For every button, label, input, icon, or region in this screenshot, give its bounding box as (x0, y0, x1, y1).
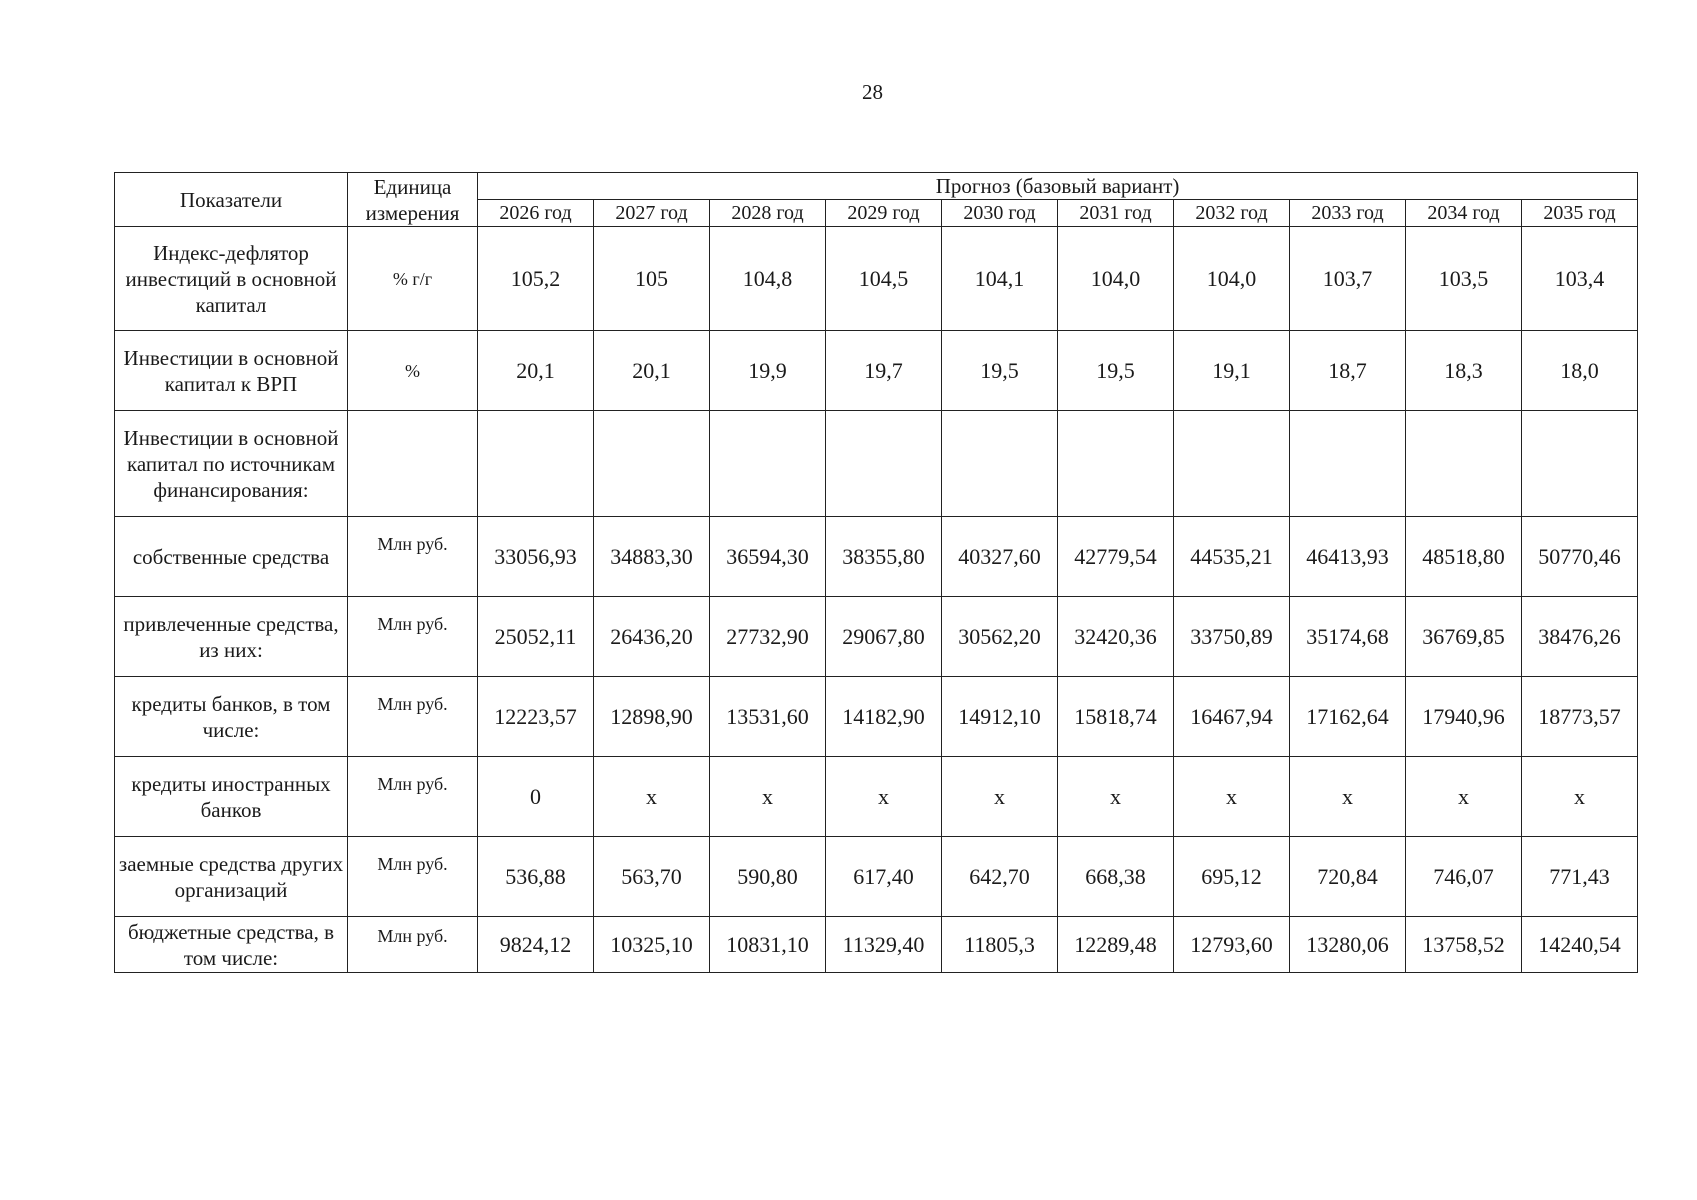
header-year: 2035 год (1522, 200, 1638, 227)
value-cell: 18,0 (1522, 331, 1638, 411)
row-label: заемные средства других организаций (115, 837, 348, 917)
table-row (115, 331, 1638, 411)
value-cell: х (826, 757, 942, 837)
value-cell: 668,38 (1058, 837, 1174, 917)
header-year: 2032 год (1174, 200, 1290, 227)
value-cell: х (1174, 757, 1290, 837)
value-cell (1290, 411, 1406, 517)
value-cell (478, 411, 594, 517)
header-year: 2034 год (1406, 200, 1522, 227)
value-cell (1406, 411, 1522, 517)
header-year: 2028 год (710, 200, 826, 227)
row-unit: % г/г (348, 227, 478, 331)
value-cell: 104,8 (710, 227, 826, 331)
header-year: 2029 год (826, 200, 942, 227)
value-cell (594, 411, 710, 517)
value-cell: 13531,60 (710, 677, 826, 757)
value-cell (1522, 411, 1638, 517)
value-cell: 19,7 (826, 331, 942, 411)
value-cell: 12793,60 (1174, 917, 1290, 973)
value-cell (1174, 411, 1290, 517)
row-label: Индекс-дефлятор инвестиций в основной капитал (115, 227, 348, 331)
value-cell: 20,1 (478, 331, 594, 411)
value-cell: 746,07 (1406, 837, 1522, 917)
row-unit: Млн руб. (348, 917, 478, 973)
value-cell (1058, 411, 1174, 517)
value-cell (826, 411, 942, 517)
value-cell (710, 411, 826, 517)
value-cell: 32420,36 (1058, 597, 1174, 677)
row-unit: Млн руб. (348, 757, 478, 837)
value-cell: х (594, 757, 710, 837)
value-cell: 105 (594, 227, 710, 331)
value-cell: 18773,57 (1522, 677, 1638, 757)
value-cell: 104,1 (942, 227, 1058, 331)
value-cell: 19,1 (1174, 331, 1290, 411)
row-unit: Млн руб. (348, 597, 478, 677)
value-cell: 44535,21 (1174, 517, 1290, 597)
value-cell: 12289,48 (1058, 917, 1174, 973)
header-forecast-group: Прогноз (базовый вариант) (478, 173, 1638, 200)
value-cell: 11329,40 (826, 917, 942, 973)
value-cell: 11805,3 (942, 917, 1058, 973)
value-cell: 590,80 (710, 837, 826, 917)
value-cell: 14182,90 (826, 677, 942, 757)
header-year: 2031 год (1058, 200, 1174, 227)
row-unit: Млн руб. (348, 677, 478, 757)
value-cell: 19,9 (710, 331, 826, 411)
header-year: 2030 год (942, 200, 1058, 227)
row-label: Инвестиции в основной капитал по источникам финансирования: (115, 411, 348, 517)
value-cell: 13758,52 (1406, 917, 1522, 973)
table-row (115, 227, 1638, 331)
header-year: 2026 год (478, 200, 594, 227)
value-cell: 104,5 (826, 227, 942, 331)
row-label: собственные средства (115, 517, 348, 597)
value-cell: 12223,57 (478, 677, 594, 757)
header-row-group (115, 173, 1638, 200)
row-label: привлеченные средства, из них: (115, 597, 348, 677)
value-cell: 18,3 (1406, 331, 1522, 411)
value-cell: 33750,89 (1174, 597, 1290, 677)
value-cell: х (1406, 757, 1522, 837)
value-cell: 26436,20 (594, 597, 710, 677)
value-cell: 0 (478, 757, 594, 837)
row-unit: Млн руб. (348, 517, 478, 597)
value-cell: 9824,12 (478, 917, 594, 973)
forecast-table (114, 172, 1638, 973)
value-cell: 19,5 (942, 331, 1058, 411)
value-cell: 104,0 (1174, 227, 1290, 331)
value-cell: х (1058, 757, 1174, 837)
value-cell: 42779,54 (1058, 517, 1174, 597)
value-cell: 10325,10 (594, 917, 710, 973)
value-cell: 720,84 (1290, 837, 1406, 917)
value-cell: 27732,90 (710, 597, 826, 677)
table-row (115, 597, 1638, 677)
header-year: 2027 год (594, 200, 710, 227)
value-cell: 46413,93 (1290, 517, 1406, 597)
value-cell: 34883,30 (594, 517, 710, 597)
value-cell: х (710, 757, 826, 837)
row-label: кредиты иностранных банков (115, 757, 348, 837)
value-cell: 40327,60 (942, 517, 1058, 597)
value-cell: 38355,80 (826, 517, 942, 597)
header-unit: Единица измерения (348, 173, 478, 227)
table-row (115, 757, 1638, 837)
value-cell: 36769,85 (1406, 597, 1522, 677)
value-cell: 536,88 (478, 837, 594, 917)
page-number: 28 (862, 80, 883, 104)
value-cell: 25052,11 (478, 597, 594, 677)
table-row (115, 411, 1638, 517)
value-cell: 105,2 (478, 227, 594, 331)
value-cell: 642,70 (942, 837, 1058, 917)
row-label: кредиты банков, в том числе: (115, 677, 348, 757)
value-cell: 695,12 (1174, 837, 1290, 917)
value-cell: 50770,46 (1522, 517, 1638, 597)
value-cell: 14912,10 (942, 677, 1058, 757)
row-label: бюджетные средства, в том числе: (115, 917, 348, 973)
value-cell (942, 411, 1058, 517)
value-cell: 617,40 (826, 837, 942, 917)
row-unit (348, 411, 478, 517)
header-indicator: Показатели (115, 173, 348, 227)
row-unit: % (348, 331, 478, 411)
value-cell: 29067,80 (826, 597, 942, 677)
row-unit: Млн руб. (348, 837, 478, 917)
value-cell: 13280,06 (1290, 917, 1406, 973)
value-cell: х (1290, 757, 1406, 837)
table-row (115, 677, 1638, 757)
value-cell: 563,70 (594, 837, 710, 917)
value-cell: 38476,26 (1522, 597, 1638, 677)
value-cell: 14240,54 (1522, 917, 1638, 973)
value-cell: 103,4 (1522, 227, 1638, 331)
table-row (115, 837, 1638, 917)
value-cell: 35174,68 (1290, 597, 1406, 677)
value-cell: х (942, 757, 1058, 837)
value-cell: 48518,80 (1406, 517, 1522, 597)
value-cell: 18,7 (1290, 331, 1406, 411)
table-row (115, 917, 1638, 973)
value-cell: 30562,20 (942, 597, 1058, 677)
value-cell: 20,1 (594, 331, 710, 411)
value-cell: 103,7 (1290, 227, 1406, 331)
value-cell: 33056,93 (478, 517, 594, 597)
value-cell: 16467,94 (1174, 677, 1290, 757)
value-cell: 15818,74 (1058, 677, 1174, 757)
value-cell: 17162,64 (1290, 677, 1406, 757)
value-cell: 771,43 (1522, 837, 1638, 917)
value-cell: 103,5 (1406, 227, 1522, 331)
row-label: Инвестиции в основной капитал к ВРП (115, 331, 348, 411)
table-row (115, 517, 1638, 597)
header-year: 2033 год (1290, 200, 1406, 227)
value-cell: 12898,90 (594, 677, 710, 757)
value-cell: 10831,10 (710, 917, 826, 973)
value-cell: 104,0 (1058, 227, 1174, 331)
value-cell: 17940,96 (1406, 677, 1522, 757)
value-cell: 19,5 (1058, 331, 1174, 411)
value-cell: 36594,30 (710, 517, 826, 597)
value-cell: х (1522, 757, 1638, 837)
